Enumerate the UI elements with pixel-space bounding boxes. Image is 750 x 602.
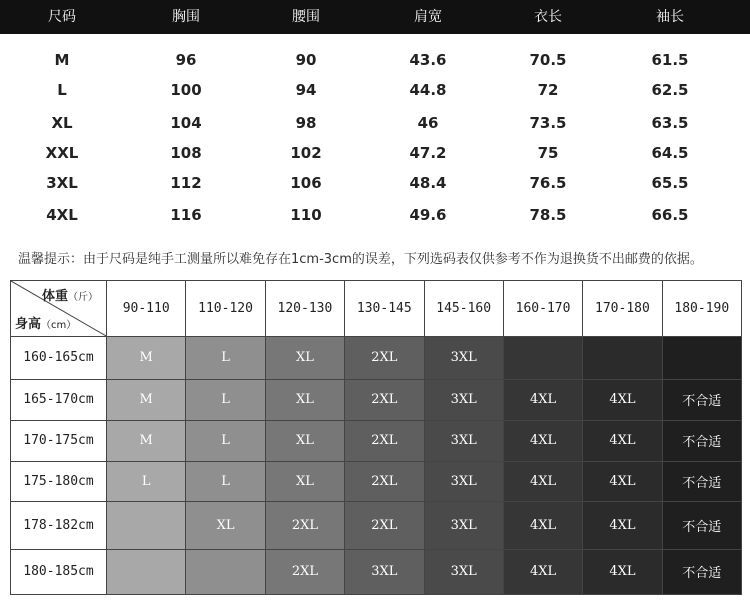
size-recommendation-cell: 3XL [345,549,424,594]
size-table-cell: 62.5 [651,81,689,99]
weight-range-header: 180-190 [662,281,741,337]
size-recommendation-cell: 2XL [265,502,344,549]
size-table-cell: 98 [295,114,317,132]
size-recommendation-cell: XL [265,461,344,502]
size-table-cell: XXL [45,144,79,162]
weight-range-header: 160-170 [503,281,582,337]
size-table-cell: 44.8 [409,81,447,99]
recommendation-table [10,280,742,595]
height-row [11,549,742,594]
size-recommendation-cell: L [107,461,186,502]
size-table-cell: 48.4 [409,174,447,192]
size-table-cell: 90 [295,51,317,69]
height-range-header: 180-185cm [11,549,107,594]
size-table-cell: 110 [290,206,322,224]
size-recommendation-cell: 2XL [345,336,424,379]
size-table-cell: XL [51,114,73,132]
size-table-cell: 65.5 [651,174,689,192]
size-table-cell: 4XL [46,206,78,224]
weight-range-header: 110-120 [186,281,265,337]
size-recommendation-cell: 4XL [583,461,662,502]
weight-label: 体重（斤） [41,289,98,304]
size-table-cell: 106 [290,174,322,192]
size-table-cell: 108 [170,144,202,162]
size-table-cell: 76.5 [529,174,567,192]
size-recommendation-cell: 4XL [583,420,662,461]
size-table-cell: 47.2 [409,144,447,162]
size-header-cell: 袖长 [656,9,684,25]
size-header-cell: 衣长 [534,9,562,25]
weight-range-header: 120-130 [265,281,344,337]
size-table-row [0,168,750,198]
size-recommendation-cell: 2XL [345,502,424,549]
height-row [11,420,742,461]
size-recommendation-cell: 不合适 [662,420,741,461]
size-recommendation-cell: 4XL [503,461,582,502]
size-recommendation-cell: 2XL [345,420,424,461]
size-table-cell: 46 [417,114,439,132]
size-recommendation-cell [107,549,186,594]
weight-range-header: 130-145 [345,281,424,337]
size-recommendation-grid [10,280,742,595]
size-recommendation-cell [662,336,741,379]
size-table-cell: 66.5 [651,206,689,224]
size-table-row [0,75,750,105]
height-range-header: 178-182cm [11,502,107,549]
size-recommendation-cell: 4XL [583,379,662,420]
size-recommendation-cell: M [107,336,186,379]
size-recommendation-cell: 4XL [583,502,662,549]
size-table-header [0,0,750,34]
size-recommendation-cell: L [186,379,265,420]
size-table-row [0,138,750,168]
size-table-cell: 75 [537,144,559,162]
height-range-header: 175-180cm [11,461,107,502]
tip-text: 温馨提示：由于尺码是纯手工测量所以难免存在1cm-3cm的误差，下列选码表仅供参考不作为退换货不出邮费的依据。 [18,252,703,267]
weight-range-header: 170-180 [583,281,662,337]
size-recommendation-cell: 4XL [503,502,582,549]
size-recommendation-cell: 4XL [503,379,582,420]
size-recommendation-cell: 3XL [424,336,503,379]
size-header-cell: 胸围 [172,9,200,25]
size-header-cell: 腰围 [292,9,320,25]
size-recommendation-cell: XL [265,336,344,379]
corner-cell [11,281,107,337]
size-table-cell: 94 [295,81,317,99]
size-table-cell: 112 [170,174,202,192]
size-recommendation-cell: XL [186,502,265,549]
size-recommendation-cell: XL [265,379,344,420]
size-table-cell: 104 [170,114,202,132]
size-table-row [0,200,750,230]
size-recommendation-cell: 4XL [503,549,582,594]
size-table-cell: 73.5 [529,114,567,132]
size-recommendation-cell: XL [265,420,344,461]
height-range-header: 170-175cm [11,420,107,461]
size-recommendation-cell: 不合适 [662,461,741,502]
size-recommendation-cell: 3XL [424,420,503,461]
size-header-cell: 尺码 [48,9,76,25]
weight-range-header: 145-160 [424,281,503,337]
height-row [11,379,742,420]
size-table-cell: 100 [170,81,202,99]
size-table-cell: 64.5 [651,144,689,162]
size-table-cell: 61.5 [651,51,689,69]
size-recommendation-cell: L [186,461,265,502]
size-table-row [0,45,750,75]
height-row [11,461,742,502]
size-recommendation-cell: 2XL [265,549,344,594]
height-range-header: 160-165cm [11,336,107,379]
size-table-cell: 116 [170,206,202,224]
size-recommendation-cell: 2XL [345,379,424,420]
size-recommendation-cell [186,549,265,594]
size-table-cell: 43.6 [409,51,447,69]
weight-header-row [11,281,742,337]
size-recommendation-cell: L [186,336,265,379]
size-recommendation-cell: 不合适 [662,549,741,594]
size-table-cell: 49.6 [409,206,447,224]
size-table-cell: 72 [537,81,559,99]
size-recommendation-cell: 3XL [424,502,503,549]
size-recommendation-cell: 3XL [424,461,503,502]
size-recommendation-cell: 4XL [503,420,582,461]
size-table-cell: 78.5 [529,206,567,224]
size-recommendation-cell: L [186,420,265,461]
size-recommendation-cell [583,336,662,379]
height-range-header: 165-170cm [11,379,107,420]
size-table-cell: 63.5 [651,114,689,132]
size-header-cell: 肩宽 [414,9,442,25]
size-table-row [0,108,750,138]
height-row [11,502,742,549]
size-table-cell: L [57,81,67,99]
size-recommendation-cell: M [107,379,186,420]
size-table-cell: 96 [175,51,197,69]
weight-range-header: 90-110 [107,281,186,337]
size-recommendation-cell [107,502,186,549]
height-label: 身高（cm） [15,316,77,332]
size-table-cell: 102 [290,144,322,162]
size-recommendation-cell: 2XL [345,461,424,502]
size-recommendation-cell: 4XL [583,549,662,594]
size-table-cell: 3XL [46,174,78,192]
size-table-cell: M [54,51,70,69]
size-recommendation-cell: 3XL [424,549,503,594]
height-row [11,336,742,379]
size-table-cell: 70.5 [529,51,567,69]
size-recommendation-cell: 不合适 [662,379,741,420]
size-recommendation-cell: M [107,420,186,461]
size-recommendation-cell: 3XL [424,379,503,420]
size-recommendation-cell: 不合适 [662,502,741,549]
size-recommendation-cell [503,336,582,379]
